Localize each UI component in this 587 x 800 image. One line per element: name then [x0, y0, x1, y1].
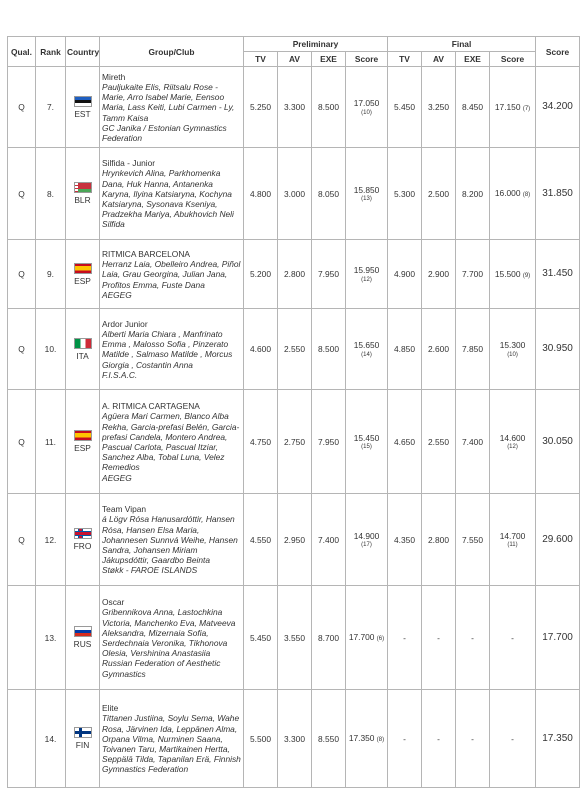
table-row: [8, 148, 580, 240]
final-av: 2.600: [422, 309, 456, 390]
final-score-value: 15.500: [494, 268, 521, 279]
prelim-score: [346, 309, 388, 390]
prelim-tv: 4.550: [244, 494, 278, 586]
header-prelim-tv: TV: [244, 52, 278, 67]
flag-icon: [74, 263, 92, 274]
flag-icon: [74, 182, 92, 193]
total-score: 29.600: [536, 494, 580, 586]
rank-cell: 9.: [36, 240, 66, 309]
qual-cell: Q: [8, 148, 36, 240]
prelim-av: 2.550: [278, 309, 312, 390]
final-score-rank: (12): [507, 444, 518, 450]
prelim-score: [346, 67, 388, 148]
final-av: 2.800: [422, 494, 456, 586]
group-club: Russian Federation of Aesthetic Gymnastics: [102, 658, 221, 679]
prelim-av: 2.950: [278, 494, 312, 586]
group-club: Silfida: [102, 219, 125, 230]
header-row-top: [8, 37, 580, 52]
final-score: [490, 309, 536, 390]
country-cell: [66, 690, 100, 788]
results-table: [7, 36, 580, 788]
qual-cell: Q: [8, 390, 36, 494]
qual-cell: [8, 690, 36, 788]
flag-icon: [74, 727, 92, 738]
group-cell: [100, 390, 244, 494]
flag-icon: [74, 528, 92, 539]
prelim-score-value: 15.450: [353, 432, 380, 443]
final-score-rank: (11): [507, 542, 518, 548]
prelim-score-value: 17.050: [353, 98, 380, 109]
final-tv: 5.450: [388, 67, 422, 148]
header-country: Country: [66, 37, 100, 67]
flag-icon: [74, 626, 92, 637]
final-exe: -: [456, 690, 490, 788]
final-tv: -: [388, 586, 422, 690]
final-av: 2.900: [422, 240, 456, 309]
total-score: 34.200: [536, 67, 580, 148]
country-cell: [66, 494, 100, 586]
header-prelim-exe: EXE: [312, 52, 346, 67]
final-score-rank: (9): [522, 272, 531, 279]
country-cell: [66, 148, 100, 240]
final-av: 2.550: [422, 390, 456, 494]
prelim-score-rank: (12): [361, 276, 372, 283]
header-group: Group/Club: [100, 37, 244, 67]
prelim-score: [346, 148, 388, 240]
prelim-score-rank: (6): [376, 636, 385, 643]
group-members: Alberti Maria Chiara , Manfrinato Emma , Malosso Sofia , Pinzerato Matilde , Salmaso Matilde , Morcus Giorgia , Costantin Anna: [102, 329, 233, 370]
country-code: RUS: [73, 639, 92, 650]
final-score-value: 14.700: [499, 530, 526, 541]
group-members: Herranz Laia, Obelleiro Andrea, Piñol Laia, Grau Georgina, Julian Jana, Profitos Emma, Fuste Dana: [102, 259, 241, 290]
prelim-exe: 8.700: [312, 586, 346, 690]
prelim-score-rank: (14): [361, 351, 372, 358]
rank-cell: 8.: [36, 148, 66, 240]
final-score-value: 16.000: [494, 188, 521, 199]
country-cell: [66, 67, 100, 148]
group-cell: [100, 148, 244, 240]
group-members: Gribennikova Anna, Lastochkina Victoria, Manchenko Eva, Matveeva Aleksandra, Mizernaia Sofia, Serdechnaia Veronika, Tikhonova Olesia, Vershinina Anastasiia: [102, 607, 236, 659]
group-club: Gymnastics Federation: [102, 764, 189, 775]
prelim-exe: 8.550: [312, 690, 346, 788]
group-cell: [100, 690, 244, 788]
table-row: [8, 67, 580, 148]
header-qual: Qual.: [8, 37, 36, 67]
group-cell: [100, 586, 244, 690]
country-code: FIN: [75, 740, 90, 751]
group-name: Ardor Junior: [102, 318, 148, 329]
final-tv: 4.350: [388, 494, 422, 586]
table-row: [8, 240, 580, 309]
prelim-av: 2.800: [278, 240, 312, 309]
prelim-exe: 7.950: [312, 390, 346, 494]
group-club: Støkk - FAROE ISLANDS: [102, 565, 198, 576]
final-score-rank: (8): [522, 192, 531, 199]
final-score-rank: (10): [507, 351, 518, 358]
table-row: [8, 309, 580, 390]
final-tv: 4.900: [388, 240, 422, 309]
group-cell: [100, 494, 244, 586]
country-code: EST: [74, 108, 91, 119]
header-final-score: Score: [490, 52, 536, 67]
country-code: ITA: [76, 350, 89, 361]
total-score: 30.050: [536, 390, 580, 494]
prelim-score-value: 17.700: [348, 632, 375, 643]
final-exe: 7.400: [456, 390, 490, 494]
table-row: [8, 390, 580, 494]
prelim-tv: 5.200: [244, 240, 278, 309]
group-club: F.I.S.A.C.: [102, 369, 138, 380]
final-exe: 7.700: [456, 240, 490, 309]
prelim-av: 3.550: [278, 586, 312, 690]
final-score: [490, 390, 536, 494]
group-members: Hrynkevich Alina, Parkhomenka Dana, Huk Hanna, Antanenka Karyna, Ilyina Katsiaryna, Kochyna Katsiaryna, Sysonava Kseniya, Pradzekha Mariya, Abukhovich Neli: [102, 168, 234, 220]
final-score: -: [490, 586, 536, 690]
rank-cell: 7.: [36, 67, 66, 148]
rank-cell: 10.: [36, 309, 66, 390]
final-exe: 7.850: [456, 309, 490, 390]
group-name: Oscar: [102, 597, 125, 608]
final-score-rank: (7): [522, 105, 531, 112]
final-score: [490, 148, 536, 240]
final-tv: 5.300: [388, 148, 422, 240]
prelim-tv: 5.450: [244, 586, 278, 690]
final-score: [490, 494, 536, 586]
total-score: 30.950: [536, 309, 580, 390]
final-score-value: 14.600: [499, 432, 526, 443]
prelim-score: [346, 494, 388, 586]
group-members: Agüera Mari Carmen, Blanco Alba Rekha, Garcia-prefasi Belén, Garcia-prefasi Candela, Montero Andrea, Pascual Carlota, Pascual Itziar, Sanchez Alba, Tobal Luna, Velez Remedios: [102, 411, 240, 473]
prelim-av: 3.300: [278, 67, 312, 148]
rank-cell: 12.: [36, 494, 66, 586]
total-score: 17.700: [536, 586, 580, 690]
country-code: ESP: [74, 443, 91, 454]
final-tv: 4.650: [388, 390, 422, 494]
group-club: AEGEG: [102, 289, 132, 300]
rank-cell: 14.: [36, 690, 66, 788]
group-members: Tittanen Justiina, Soylu Sema, Wahe Rosa, Järvinen Ida, Leppänen Alma, Orpana Vilma, Nurminen Saana, Toivanen Taru, Martikainen Hertta, Seppälä Tilda, Tapanilan Erä, Finnish: [102, 713, 241, 765]
prelim-score: [346, 586, 388, 690]
final-tv: 4.850: [388, 309, 422, 390]
country-cell: [66, 390, 100, 494]
prelim-exe: 7.400: [312, 494, 346, 586]
prelim-score: [346, 240, 388, 309]
group-name: Mireth: [102, 71, 126, 82]
prelim-score: [346, 690, 388, 788]
prelim-tv: 5.500: [244, 690, 278, 788]
flag-icon: [74, 338, 92, 349]
header-prelim-av: AV: [278, 52, 312, 67]
prelim-score-rank: (13): [361, 196, 372, 202]
final-score-value: 15.300: [499, 340, 526, 351]
prelim-score-rank: (10): [361, 109, 372, 116]
total-score: 31.850: [536, 148, 580, 240]
group-club: GC Janika / Estonian Gymnastics Federation: [102, 122, 227, 143]
qual-cell: Q: [8, 309, 36, 390]
table-row: [8, 586, 580, 690]
flag-icon: [74, 96, 92, 107]
final-av: -: [422, 690, 456, 788]
final-tv: -: [388, 690, 422, 788]
header-final-tv: TV: [388, 52, 422, 67]
prelim-score-rank: (17): [361, 542, 372, 548]
group-name: Team Vipan: [102, 504, 147, 515]
final-exe: 8.200: [456, 148, 490, 240]
final-exe: -: [456, 586, 490, 690]
final-exe: 7.550: [456, 494, 490, 586]
table-row: [8, 690, 580, 788]
qual-cell: Q: [8, 240, 36, 309]
group-cell: [100, 309, 244, 390]
prelim-tv: 4.600: [244, 309, 278, 390]
header-final-av: AV: [422, 52, 456, 67]
final-score: [490, 240, 536, 309]
final-av: 3.250: [422, 67, 456, 148]
prelim-score-value: 15.950: [353, 265, 380, 276]
country-code: FRO: [73, 541, 92, 552]
prelim-av: 2.750: [278, 390, 312, 494]
prelim-score: [346, 390, 388, 494]
country-cell: [66, 240, 100, 309]
group-members: Pauljukaite Elis, Riitsalu Rose - Marie, Arro Isabel Marie, Eensoo Maria, Lass Keiti, Lubi Carmen - Ly, Tamm Kaisa: [102, 81, 235, 123]
prelim-av: 3.300: [278, 690, 312, 788]
prelim-av: 3.000: [278, 148, 312, 240]
header-final: Final: [388, 37, 536, 52]
qual-cell: Q: [8, 67, 36, 148]
final-exe: 8.450: [456, 67, 490, 148]
prelim-score-value: 17.350: [348, 733, 375, 744]
final-av: -: [422, 586, 456, 690]
final-score: -: [490, 690, 536, 788]
qual-cell: [8, 586, 36, 690]
final-score: [490, 67, 536, 148]
group-members: á Lögv Rósa Hanusardóttir, Hansen Rósa, Hansen Elsa Maria, Johannesen Sunnvá Weihe, Hansen Sandra, Johansen Miriam Jákupsdóttir, Gaardbo Beinta: [102, 514, 238, 566]
header-prelim-score: Score: [346, 52, 388, 67]
group-name: Silfida - Junior: [102, 158, 156, 169]
prelim-score-rank: (8): [376, 737, 385, 744]
prelim-score-value: 14.900: [353, 530, 380, 541]
header-preliminary: Preliminary: [244, 37, 388, 52]
prelim-score-value: 15.850: [353, 184, 380, 195]
rank-cell: 13.: [36, 586, 66, 690]
prelim-exe: 8.050: [312, 148, 346, 240]
group-name: A. RITMICA CARTAGENA: [102, 401, 200, 412]
prelim-tv: 4.750: [244, 390, 278, 494]
prelim-exe: 7.950: [312, 240, 346, 309]
final-score-value: 17.150: [494, 101, 521, 112]
total-score: 31.450: [536, 240, 580, 309]
group-club: AEGEG: [102, 472, 132, 483]
table-row: [8, 494, 580, 586]
prelim-tv: 5.250: [244, 67, 278, 148]
country-code: ESP: [74, 275, 91, 286]
header-final-exe: EXE: [456, 52, 490, 67]
prelim-score-value: 15.650: [353, 340, 380, 351]
final-av: 2.500: [422, 148, 456, 240]
prelim-tv: 4.800: [244, 148, 278, 240]
country-code: BLR: [74, 195, 91, 206]
total-score: 17.350: [536, 690, 580, 788]
prelim-exe: 8.500: [312, 309, 346, 390]
country-cell: [66, 586, 100, 690]
group-cell: [100, 240, 244, 309]
prelim-score-rank: (15): [361, 444, 372, 450]
group-name: Elite: [102, 703, 119, 714]
header-rank: Rank: [36, 37, 66, 67]
group-cell: [100, 67, 244, 148]
rank-cell: 11.: [36, 390, 66, 494]
flag-icon: [74, 430, 92, 441]
group-name: RITMICA BARCELONA: [102, 248, 190, 259]
header-total-score: Score: [536, 37, 580, 67]
prelim-exe: 8.500: [312, 67, 346, 148]
qual-cell: Q: [8, 494, 36, 586]
country-cell: [66, 309, 100, 390]
